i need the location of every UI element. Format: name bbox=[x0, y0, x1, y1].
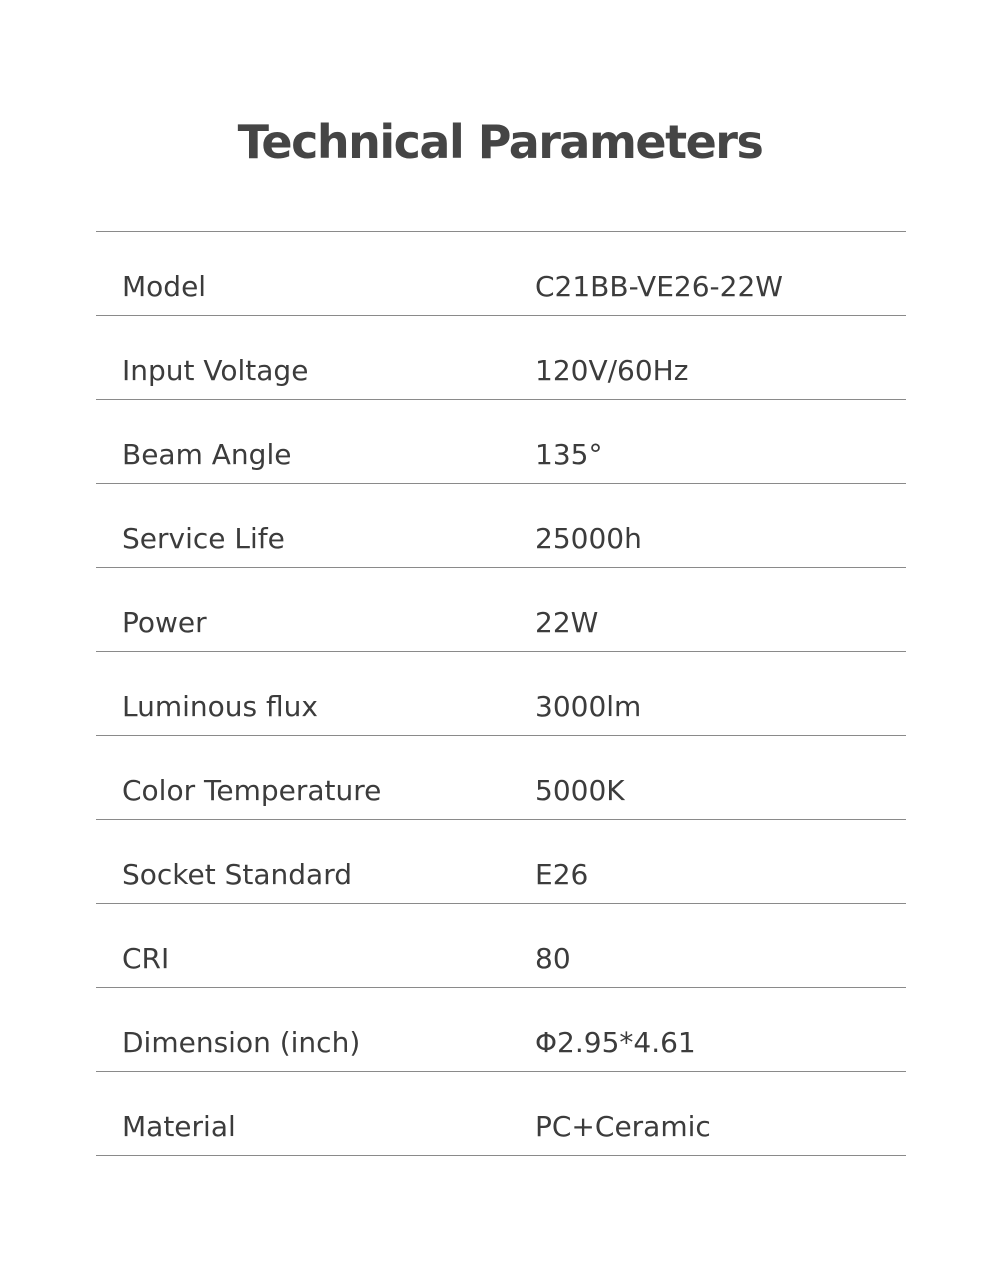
table-row-socket-standard bbox=[96, 820, 906, 904]
row-label: Model bbox=[122, 270, 207, 303]
table-row-luminous-flux bbox=[96, 652, 906, 736]
row-label: Input Voltage bbox=[122, 354, 309, 387]
row-value: C21BB-VE26-22W bbox=[535, 270, 783, 303]
row-value: 135° bbox=[535, 438, 603, 471]
page-title: Technical Parameters bbox=[237, 115, 763, 169]
table-row-power bbox=[96, 568, 906, 652]
parameters-table bbox=[96, 231, 906, 1156]
row-value: 80 bbox=[535, 942, 571, 975]
table-row-input-voltage bbox=[96, 316, 906, 400]
row-value: PC+Ceramic bbox=[535, 1110, 711, 1143]
row-label: Socket Standard bbox=[122, 858, 353, 891]
table-row-cri bbox=[96, 904, 906, 988]
row-label: Beam Angle bbox=[122, 438, 292, 471]
row-label: CRI bbox=[122, 942, 170, 975]
row-label: Dimension (inch) bbox=[122, 1026, 361, 1059]
row-value: 22W bbox=[535, 606, 599, 639]
row-label: Power bbox=[122, 606, 207, 639]
table-row-material bbox=[96, 1072, 906, 1156]
row-value: E26 bbox=[535, 858, 589, 891]
row-label: Luminous flux bbox=[122, 690, 318, 723]
row-value: 3000lm bbox=[535, 690, 642, 723]
row-value: 25000h bbox=[535, 522, 642, 555]
row-value: Φ2.95*4.61 bbox=[535, 1026, 696, 1059]
table-row-model bbox=[96, 232, 906, 316]
row-label: Color Temperature bbox=[122, 774, 382, 807]
table-row-beam-angle bbox=[96, 400, 906, 484]
row-label: Service Life bbox=[122, 522, 285, 555]
table-row-color-temperature bbox=[96, 736, 906, 820]
table-row-service-life bbox=[96, 484, 906, 568]
row-value: 120V/60Hz bbox=[535, 354, 689, 387]
table-row-dimension bbox=[96, 988, 906, 1072]
row-value: 5000K bbox=[535, 774, 625, 807]
row-label: Material bbox=[122, 1110, 236, 1143]
